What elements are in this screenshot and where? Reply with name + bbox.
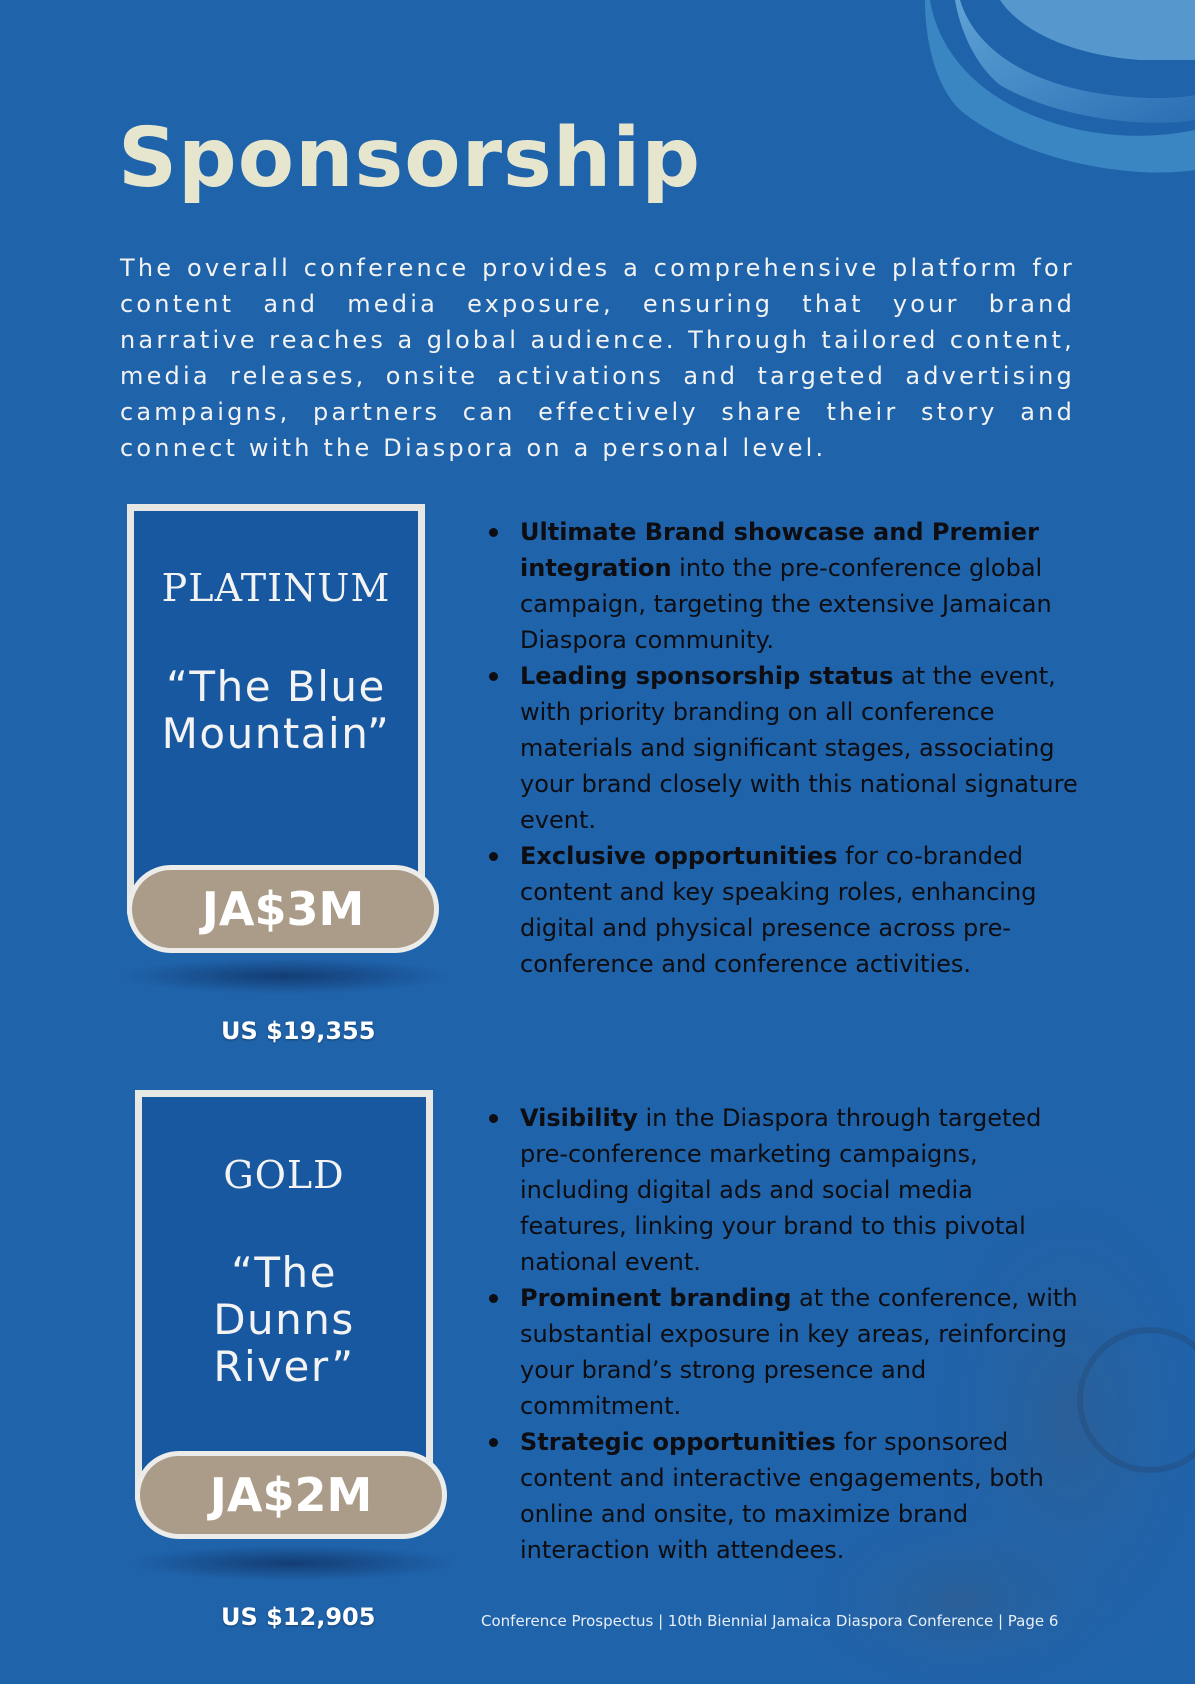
benefit-highlight: Exclusive opportunities — [520, 842, 838, 870]
price-badge-platinum: JA$3M — [127, 865, 439, 953]
benefit-text: for sponsored content and interactive engagements, both online and onsite, to maximize brand interaction with attendees. — [520, 1428, 1044, 1564]
tier-name: GOLD — [223, 1153, 345, 1197]
benefit-text: for co-branded content and key speaking roles, enhancing digital and physical presence across pre-conference and conference activities. — [520, 842, 1037, 978]
list-item — [484, 1100, 1084, 1280]
tier-nickname-line: Dunns — [213, 1295, 355, 1344]
list-item — [484, 514, 1084, 658]
benefit-highlight: Prominent branding — [520, 1284, 792, 1312]
intro-paragraph: The overall conference provides a comprehensive platform for content and media exposure, ensuring that your brand narrative reaches a global audience. Through tailored content, media releases, onsite activations and targeted advertising campaigns, partners can effectively share their story and connect with the Diaspora on a personal level. — [120, 254, 1075, 462]
benefit-list-gold — [484, 1100, 1084, 1568]
page-footer: Conference Prospectus | 10th Biennial Jamaica Diaspora Conference | Page 6 — [481, 1612, 1059, 1630]
benefit-text: at the conference, with substantial exposure in key areas, reinforcing your brand’s strong presence and commitment. — [520, 1284, 1078, 1420]
benefit-text: into the pre-conference global campaign, targeting the extensive Jamaican Diaspora community. — [520, 554, 1052, 654]
benefit-highlight: Visibility — [520, 1104, 638, 1132]
tier-nickname — [134, 663, 418, 757]
tier-nickname-line: River” — [213, 1342, 355, 1391]
tier-nickname-line: “The — [231, 1248, 337, 1297]
benefit-text: in the Diaspora through targeted pre-conference marketing campaigns, including digital ads and social media features, linking your brand to this pivotal national event. — [520, 1104, 1042, 1276]
price-badge-gold: JA$2M — [135, 1451, 447, 1539]
benefit-highlight: Leading sponsorship status — [520, 662, 894, 690]
tier-card-platinum — [127, 504, 425, 914]
usd-price-gold: US $12,905 — [221, 1603, 376, 1631]
tier-nickname-line: “The Blue — [166, 662, 386, 711]
tier-nickname-line: Mountain” — [161, 709, 391, 758]
tier-card-gold — [135, 1090, 433, 1500]
benefit-text: at the event, with priority branding on all conference materials and significant stages, associating your brand closely with this national signature event. — [520, 662, 1078, 834]
tier-name: PLATINUM — [161, 566, 391, 610]
benefit-highlight: Ultimate Brand showcase and Premier integration — [520, 518, 1039, 582]
benefit-list-platinum — [484, 514, 1084, 982]
benefit-highlight: Strategic opportunities — [520, 1428, 836, 1456]
list-item — [484, 658, 1084, 838]
list-item — [484, 1280, 1084, 1424]
list-item — [484, 1424, 1084, 1568]
usd-price-platinum: US $19,355 — [221, 1017, 376, 1045]
card-shadow — [120, 958, 450, 994]
globe-swoosh-graphic — [925, 0, 1195, 173]
tier-nickname — [142, 1249, 426, 1390]
page-title: Sponsorship — [118, 111, 702, 206]
list-item — [484, 838, 1084, 982]
card-shadow — [128, 1545, 458, 1581]
